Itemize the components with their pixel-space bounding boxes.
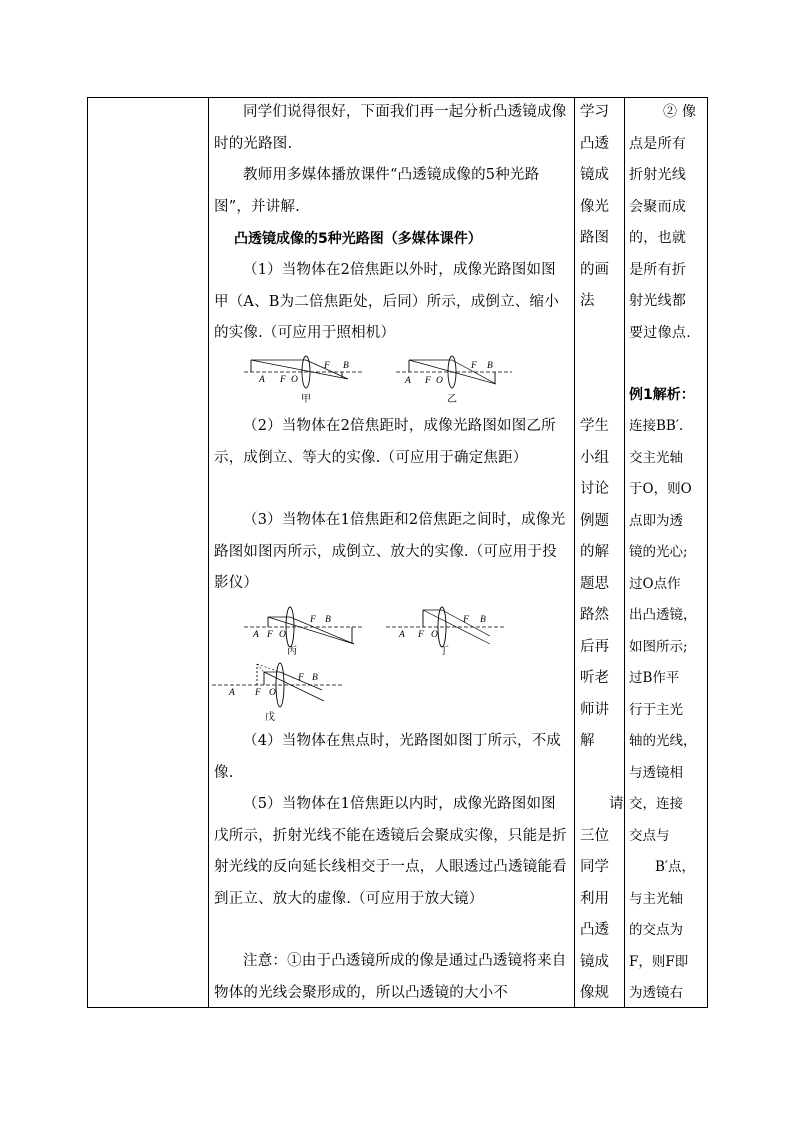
label-B-bing: B <box>325 615 331 625</box>
activity-line: 学习 <box>580 104 609 120</box>
notes-line: 与主光轴 <box>629 890 683 907</box>
paragraph-intro: 同学们说得很好，下面我们再一起分析凸透镜成像时的光路图. <box>214 104 567 152</box>
column-divider-2 <box>574 97 575 1008</box>
table-left-border <box>87 97 88 1008</box>
notes-line: 过O点作 <box>629 575 681 592</box>
notes-line: 要过像点. <box>629 324 691 341</box>
label-A-ding: A <box>399 630 405 640</box>
activity-line: 像光 <box>580 198 609 215</box>
label-O-wu: O <box>269 688 276 698</box>
notes-line: F，则F即 <box>629 953 689 970</box>
notes-line: 于O，则O <box>629 481 692 497</box>
label-F-ding: F <box>418 630 424 640</box>
notes-line: 行于主光 <box>629 701 683 718</box>
notes-line: B′点， <box>655 859 695 875</box>
notes-line: 连接BB′. <box>629 418 684 434</box>
ray-diagram-ding <box>386 604 508 658</box>
notes-line: 交点与 <box>629 827 670 844</box>
caption-wu: 戊 <box>265 712 275 723</box>
label-F-jia: F <box>280 375 286 385</box>
label-A-yi: A <box>405 376 411 386</box>
notes-line: 为透镜右 <box>629 985 683 1001</box>
paragraph-case-1: （1）当物体在2倍焦距以外时，成像光路图如图甲（A、B为二倍焦距处，后同）所示，成倒立、缩小的实像.（可应用于照相机） <box>214 262 559 341</box>
activity-line: 听老 <box>580 670 609 686</box>
paragraph-case-5: （5）当物体在1倍焦距以内时，成像光路图如图戊所示，折射光线不能在透镜后会聚成实像，只能是折射光线的反向延长线相交于一点，人眼透过凸透镜能看到正立、放大的虚像.（可应用于放大镜） <box>214 796 567 907</box>
caption-bing: 丙 <box>287 646 297 657</box>
label-F2-wu: F <box>298 673 304 683</box>
label-A-bing: A <box>253 630 259 640</box>
paragraph-note: 注意：①由于凸透镜所成的像是通过凸透镜将来自物体的光线会聚形成的，所以凸透镜的大小不 <box>214 953 567 1001</box>
paragraph-case-3: （3）当物体在1倍焦距和2倍焦距之间时，成像光路图如图丙所示，成倒立、放大的实像.（可应用于投影仪） <box>214 512 566 591</box>
notes-line: 的交点为 <box>629 922 683 938</box>
label-B-wu: B <box>312 673 318 683</box>
label-F-wu: F <box>255 688 261 698</box>
activity-block-3 <box>580 789 622 1010</box>
activity-line: 凸透 <box>580 135 609 152</box>
label-F2-jia: F <box>324 361 330 371</box>
activity-line: 利用 <box>580 890 609 907</box>
column-divider-1 <box>208 97 209 1008</box>
notes-line: 镜的光心; <box>629 544 688 560</box>
label-A-wu: A <box>229 688 235 698</box>
caption-ding: 丁 <box>439 646 449 657</box>
label-B-jia: B <box>343 361 349 371</box>
ray-diagram-jia <box>244 352 366 406</box>
notes-line: 是所有折 <box>629 261 687 278</box>
notes-line: 射光线都 <box>629 293 687 309</box>
label-A-jia: A <box>259 375 265 385</box>
notes-line: 如图所示; <box>629 638 688 655</box>
example-label: 例1解析： <box>629 387 695 403</box>
label-F-yi: F <box>425 376 431 386</box>
activity-line: 同学 <box>580 859 609 875</box>
activity-line: 学生 <box>580 418 609 434</box>
label-F2-bing: F <box>310 615 316 625</box>
activity-line: 法 <box>580 293 595 309</box>
notes-line: 会聚而成 <box>629 198 687 215</box>
label-B-ding: B <box>480 615 486 625</box>
notes-line: 交主光轴 <box>629 449 683 466</box>
activity-line: 讨论 <box>580 481 609 497</box>
notes-block-1 <box>629 97 707 349</box>
label-O-jia: O <box>291 375 298 385</box>
activity-line: 镜成 <box>580 167 609 183</box>
activity-block-2 <box>580 411 622 758</box>
notes-line: 交，连接 <box>629 796 683 812</box>
label-F2-ding: F <box>463 615 469 625</box>
activity-line: 小组 <box>580 449 609 466</box>
notes-line: 的，也就 <box>629 230 687 246</box>
activity-line: 像规 <box>580 985 609 1001</box>
activity-line: 路图 <box>580 230 609 246</box>
activity-line: 镜成 <box>580 953 609 970</box>
ray-diagram-bing <box>244 604 364 658</box>
notes-line: 与透镜相 <box>629 764 683 781</box>
activity-line: 师讲 <box>580 701 609 718</box>
activity-line: 解 <box>580 733 595 749</box>
activity-line: 路然 <box>580 607 609 623</box>
notes-block-2 <box>629 411 707 1010</box>
activity-line: 的画 <box>580 261 609 278</box>
caption-jia: 甲 <box>301 394 311 405</box>
table-right-border <box>707 97 708 1008</box>
activity-block-1 <box>580 97 622 318</box>
label-O-bing: O <box>279 630 286 640</box>
activity-line: 后再 <box>580 638 609 655</box>
notes-line: 出凸透镜， <box>629 607 697 623</box>
activity-line: 的解 <box>580 544 609 560</box>
activity-line: 三位 <box>580 827 609 844</box>
notes-line: 点是所有 <box>629 135 687 152</box>
notes-line: 过B作平 <box>629 670 680 686</box>
activity-line: 例题 <box>580 512 609 529</box>
ray-diagram-yi <box>396 352 514 406</box>
notes-line: 轴的光线， <box>629 733 697 749</box>
label-O-yi: O <box>436 376 443 386</box>
notes-line: 点即为透 <box>629 512 683 529</box>
activity-line: 凸透 <box>580 922 609 938</box>
paragraph-teacher: 教师用多媒体播放课件“凸透镜成像的5种光路图”，并讲解. <box>214 167 540 215</box>
label-O-ding: O <box>431 630 438 640</box>
notes-line: 折射光线 <box>629 167 687 183</box>
label-F-bing: F <box>267 630 273 640</box>
paragraph-case-4: （4）当物体在焦点时，光路图如图丁所示，不成像. <box>214 733 562 781</box>
section-heading: 凸透镜成像的5种光路图（多媒体课件） <box>234 231 482 247</box>
activity-line: 题思 <box>580 575 609 592</box>
paragraph-case-2: （2）当物体在2倍焦距时，成像光路图如图乙所示，成倒立、等大的实像.（可应用于确定焦距） <box>214 418 556 466</box>
column-divider-3 <box>624 97 625 1008</box>
activity-line: 请 <box>609 796 624 812</box>
notes-line: ② 像 <box>663 104 697 120</box>
label-F2-yi: F <box>471 361 477 371</box>
label-B-yi: B <box>487 361 493 371</box>
ray-diagram-wu <box>212 659 344 723</box>
caption-yi: 乙 <box>447 394 457 405</box>
